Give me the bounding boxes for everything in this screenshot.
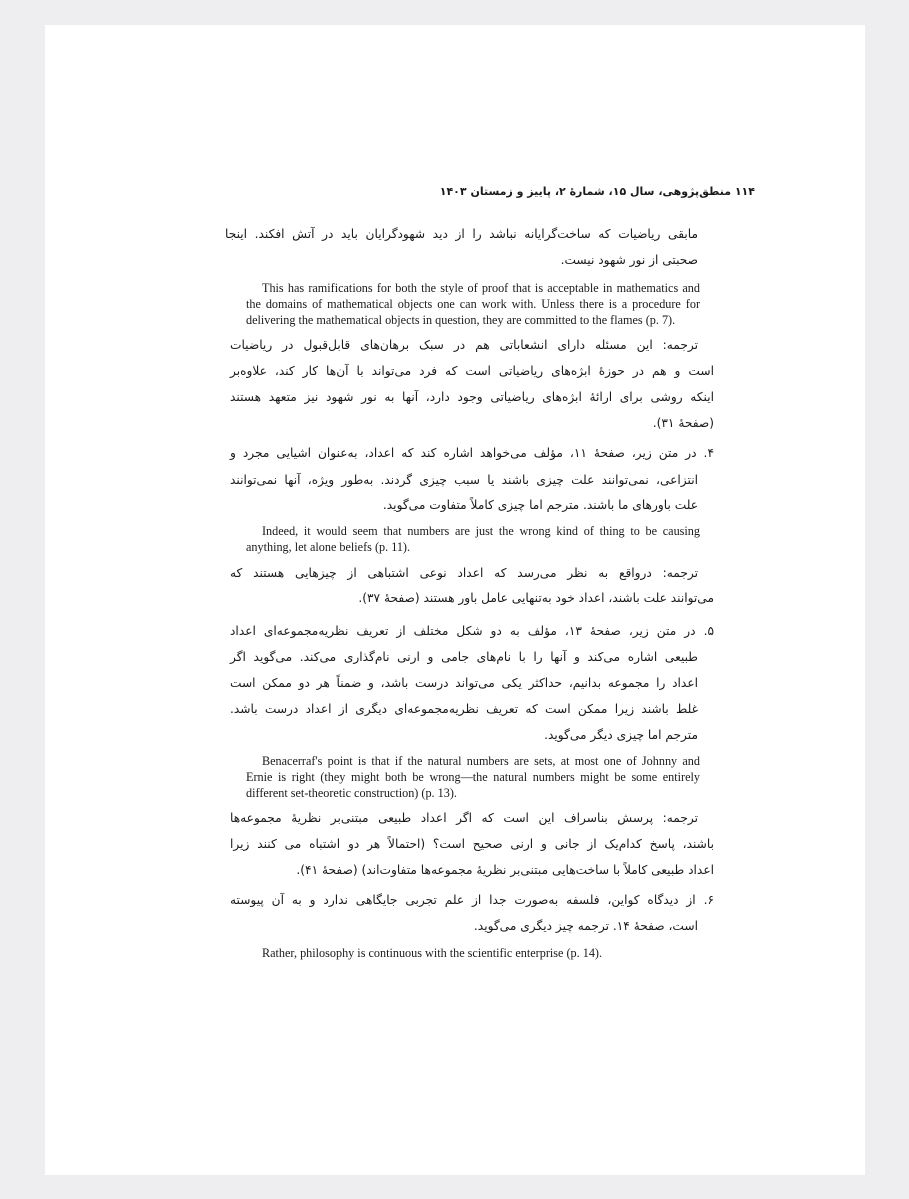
english-quote-line: anything, let alone beliefs (p. 11). [246,540,411,554]
persian-text-line: (صفحهٔ ۳۱). [652,416,714,430]
english-quote-line: delivering the mathematical objects in question, they are committed to the flames (p. 7). [246,313,676,327]
persian-text-line: صحبتی از نور شهود نیست. [560,253,698,267]
persian-text-line: ۶. از دیدگاه کواین، فلسفه به‌صورت جدا از علم تجربی جایگاهی ندارد و به آن پیوسته [230,893,714,907]
persian-text-line: انتزاعی، نمی‌توانند علت چیزی باشند یا سبب چیزی گردند. به‌طور ویژه، آنها نمی‌توانند [230,473,698,487]
persian-text-line: ۴. در متن زیر، صفحهٔ ۱۱، مؤلف می‌خواهد اشاره کند که اعداد، به‌عنوان اشیایی مجرد و [230,446,714,460]
persian-text-line: اینکه روشی برای ارائهٔ ابژه‌های ریاضیاتی وجود دارد، آنها به نور شهود نیز متعهد هستند [230,390,714,404]
persian-text-line: باشند، پاسخ کدام‌یک از جانی و ارنی صحیح است؟ (احتمالاً هر دو اشتباه می کنند زیرا [230,837,714,851]
english-quote-line: different set-theoretic construction) (p. 13). [246,786,457,800]
english-quote-line: This has ramifications for both the style of proof that is acceptable in mathematics and [262,281,700,295]
english-quote-line: Indeed, it would seem that numbers are just the wrong kind of thing to be causing [262,524,700,538]
persian-text-line: ۵. در متن زیر، صفحهٔ ۱۳، مؤلف به دو شکل مختلف از تعریف نظریه‌مجموعه‌ای اعداد [230,624,714,638]
english-quote-line: Rather, philosophy is continuous with the scientific enterprise (p. 14). [262,946,603,960]
english-quote-line: Ernie is right (they might both be wrong—the natural numbers might be some entirely [246,770,700,784]
persian-text-line: مترجم اما چیزی دیگر می‌گوید. [544,728,698,742]
english-quote-line: Benacerraf's point is that if the natural numbers are sets, at most one of Johnny and [262,754,700,768]
persian-text-line: اعداد طبیعی کاملاً با ساخت‌هایی مبتنی‌بر نظریهٔ مجموعه‌ها متفاوت‌اند) (صفحهٔ ۴۱). [296,863,714,877]
persian-text-line: ترجمه: پرسش بناسراف این است که اگر اعداد طبیعی مبتنی‌بر نظریهٔ مجموعه‌ها [230,811,698,825]
persian-text-line: است، صفحهٔ ۱۴. ترجمه چیز دیگری می‌گوید. [473,919,698,933]
persian-text-line: مابقی ریاضیات که ساخت‌گرایانه نباشد را از دید شهودگرایان باید در آتش افکند. اینجا [225,227,698,241]
persian-text-line: ترجمه: این مسئله دارای انشعاباتی هم در سبک برهان‌های قابل‌قبول در ریاضیات [230,338,698,352]
running-header: ۱۱۴ منطق‌پژوهی، سال ۱۵، شمارهٔ ۲، پاییز و زمستان ۱۴۰۳ [439,185,755,198]
persian-text-line: علت باورهای ما باشند. مترجم اما چیزی کاملاً متفاوت می‌گوید. [382,498,698,512]
document-page [45,25,865,1175]
persian-text-line: غلط باشند زیرا ممکن است که تعریف نظریه‌مجموعه‌ای دیگری از اعداد درست باشد. [230,702,698,716]
persian-text-line: است و هم در حوزهٔ ابژه‌های ریاضیاتی است که فرد می‌تواند با آن‌ها کار کند، علاوه‌بر [230,364,714,378]
persian-text-line: می‌توانند علت باشند، اعداد خود به‌تنهایی عامل باور هستند (صفحهٔ ۳۷). [358,591,714,605]
persian-text-line: طبیعی اشاره می‌کند و آنها را با نام‌های جامی و ارنی نام‌گذاری می‌کند. می‌گوید اگر [230,650,698,664]
persian-text-line: ترجمه: درواقع به نظر می‌رسد که اعداد نوعی اشتباهی از چیزهایی هستند که [230,566,698,580]
persian-text-line: اعداد را مجموعه بدانیم، حداکثر یکی می‌تواند درست باشد، و ضمناً هر دو ممکن است [230,676,698,690]
english-quote-line: the domains of mathematical objects one can work with. Unless there is a procedure for [246,297,700,311]
